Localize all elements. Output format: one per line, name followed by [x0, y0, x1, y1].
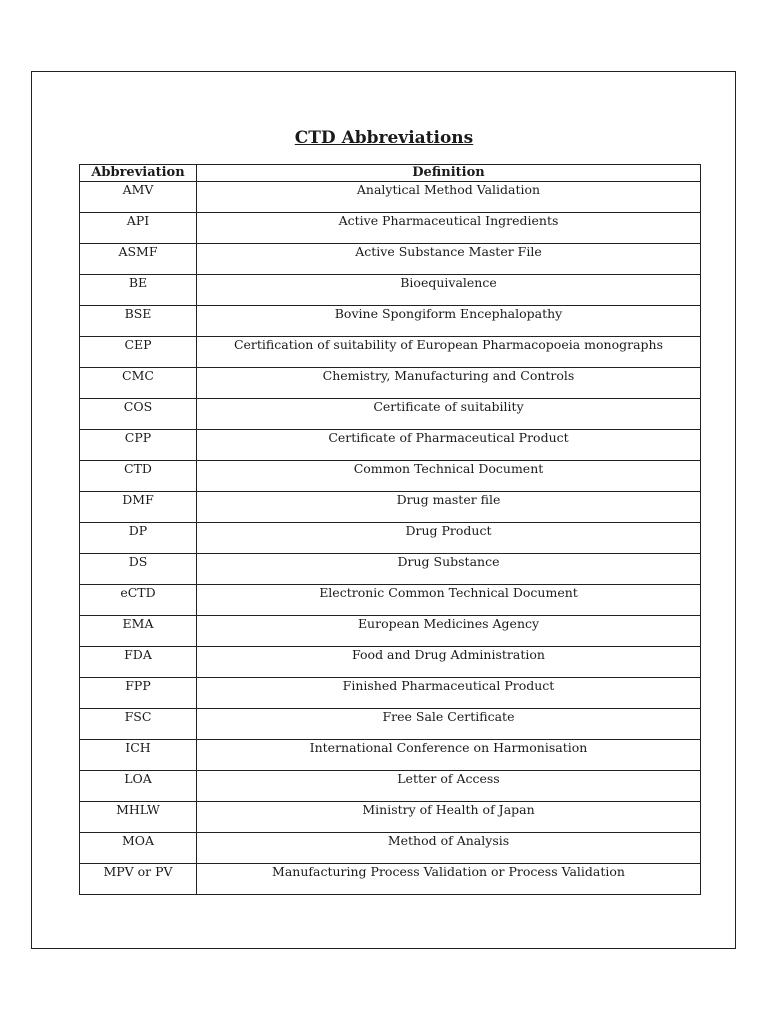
abbreviation-cell: FDA [80, 647, 197, 678]
table-row [80, 275, 701, 306]
abbreviation-cell: AMV [80, 182, 197, 213]
column-header-definition: Definition [197, 165, 701, 182]
table-row [80, 647, 701, 678]
table-row [80, 492, 701, 523]
table-row [80, 213, 701, 244]
definition-cell: Active Pharmaceutical Ingredients [197, 213, 701, 244]
column-header-abbreviation: Abbreviation [80, 165, 197, 182]
definition-cell: Bioequivalence [197, 275, 701, 306]
abbreviation-cell: DMF [80, 492, 197, 523]
abbreviation-cell: CMC [80, 368, 197, 399]
abbreviation-cell: CEP [80, 337, 197, 368]
abbreviation-cell: COS [80, 399, 197, 430]
abbreviation-cell: MPV or PV [80, 864, 197, 895]
definition-cell: Common Technical Document [197, 461, 701, 492]
abbreviation-cell: ASMF [80, 244, 197, 275]
abbreviation-cell: CPP [80, 430, 197, 461]
abbreviation-cell: FPP [80, 678, 197, 709]
definition-cell: Drug Substance [197, 554, 701, 585]
table-row [80, 461, 701, 492]
abbreviation-cell: MHLW [80, 802, 197, 833]
definition-cell: Ministry of Health of Japan [197, 802, 701, 833]
abbreviation-cell: DS [80, 554, 197, 585]
definition-cell: Certification of suitability of European Pharmacopoeia monographs [197, 337, 701, 368]
table-row [80, 244, 701, 275]
table-row [80, 306, 701, 337]
table-row [80, 740, 701, 771]
table-row [80, 554, 701, 585]
abbreviation-cell: BE [80, 275, 197, 306]
table-row [80, 864, 701, 895]
table-row [80, 399, 701, 430]
definition-cell: Free Sale Certificate [197, 709, 701, 740]
table-row [80, 833, 701, 864]
table-header-row [80, 165, 701, 182]
definition-cell: International Conference on Harmonisation [197, 740, 701, 771]
table-body [80, 182, 701, 895]
table-row [80, 709, 701, 740]
abbreviation-cell: API [80, 213, 197, 244]
table-row [80, 802, 701, 833]
definition-cell: Analytical Method Validation [197, 182, 701, 213]
table-row [80, 337, 701, 368]
table-row [80, 585, 701, 616]
definition-cell: Food and Drug Administration [197, 647, 701, 678]
definition-cell: Certificate of Pharmaceutical Product [197, 430, 701, 461]
definition-cell: Finished Pharmaceutical Product [197, 678, 701, 709]
definition-cell: European Medicines Agency [197, 616, 701, 647]
definition-cell: Certificate of suitability [197, 399, 701, 430]
abbreviations-table [79, 164, 701, 895]
definition-cell: Bovine Spongiform Encephalopathy [197, 306, 701, 337]
definition-cell: Drug Product [197, 523, 701, 554]
definition-cell: Chemistry, Manufacturing and Controls [197, 368, 701, 399]
abbreviation-cell: CTD [80, 461, 197, 492]
abbreviation-cell: FSC [80, 709, 197, 740]
definition-cell: Method of Analysis [197, 833, 701, 864]
abbreviation-cell: LOA [80, 771, 197, 802]
definition-cell: Electronic Common Technical Document [197, 585, 701, 616]
abbreviation-cell: MOA [80, 833, 197, 864]
definition-cell: Manufacturing Process Validation or Process Validation [197, 864, 701, 895]
abbreviation-cell: DP [80, 523, 197, 554]
table-row [80, 182, 701, 213]
table-row [80, 523, 701, 554]
definition-cell: Active Substance Master File [197, 244, 701, 275]
abbreviation-cell: EMA [80, 616, 197, 647]
abbreviation-cell: BSE [80, 306, 197, 337]
abbreviation-cell: eCTD [80, 585, 197, 616]
page-title: CTD Abbreviations [294, 128, 474, 148]
table-row [80, 430, 701, 461]
definition-cell: Letter of Access [197, 771, 701, 802]
table-row [80, 616, 701, 647]
table-row [80, 368, 701, 399]
abbreviation-cell: ICH [80, 740, 197, 771]
table-row [80, 678, 701, 709]
definition-cell: Drug master file [197, 492, 701, 523]
table-row [80, 771, 701, 802]
